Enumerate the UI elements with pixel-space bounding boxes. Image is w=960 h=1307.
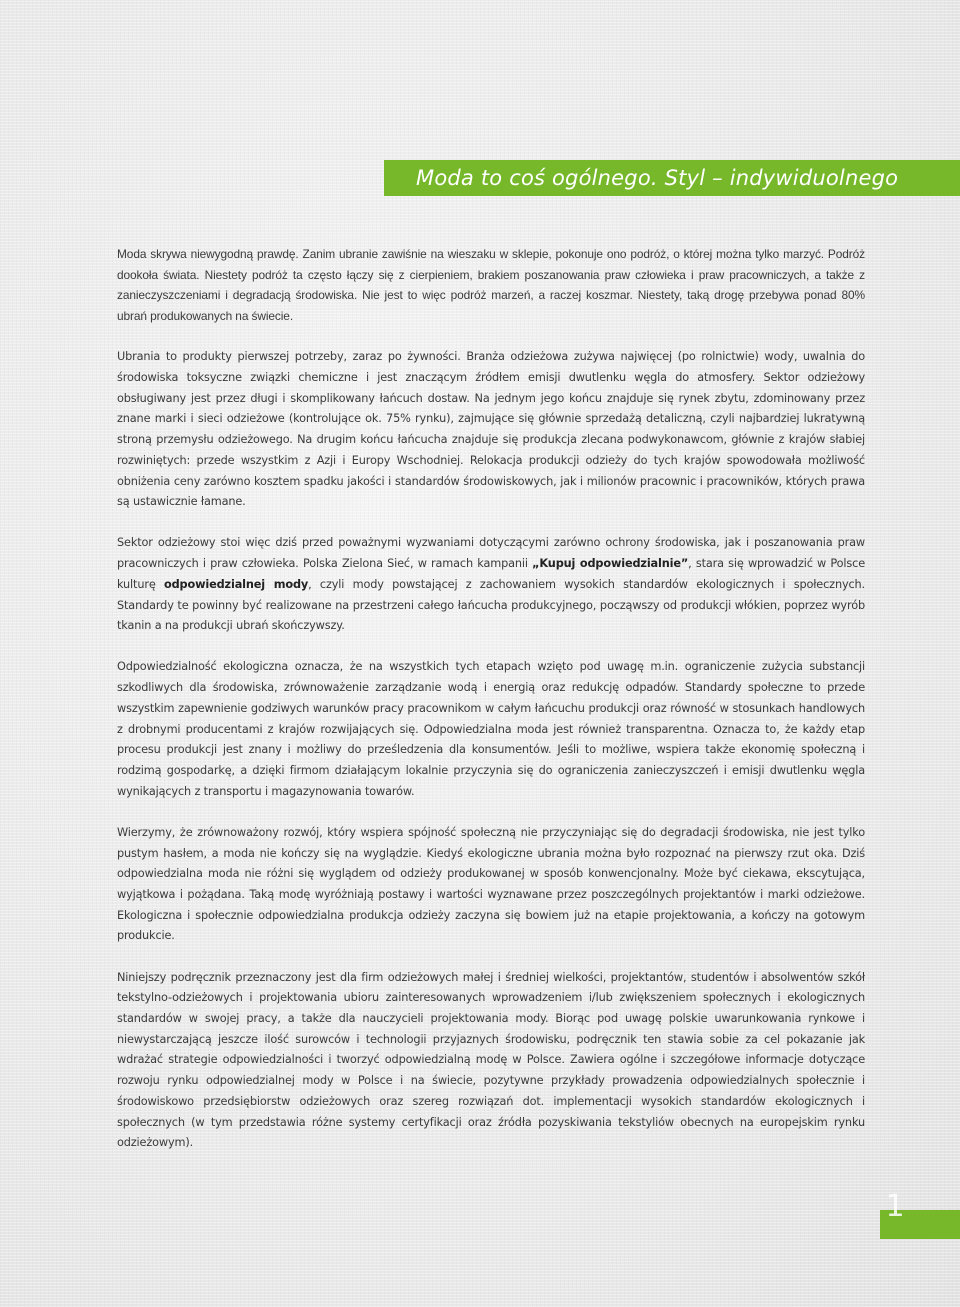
paragraph-intro: Moda skrywa niewygodną prawdę. Zanim ubranie zawiśnie na wieszaku w sklepie, pokonuje ono podróż, o której można tylko marzyć. Podróż dookoła świata. Niestety podróż ta często łączy się z cierpieniem, brakiem poszanowania praw człowieka i praw pracowniczych, a także z zanieczyszczeniami i degradacją środowiska. Nie jest to więc podróż marzeń, a raczej koszmar. Niestety, taką drogę przebywa ponad 80% ubrań produkowanych na świecie. xyxy=(117,247,865,324)
paragraph-campaign-text: , stara się wprowadzić w Polsce kulturę xyxy=(117,557,865,591)
title-banner xyxy=(384,160,960,196)
campaign-name: „Kupuj odpowiedzialnie” xyxy=(532,557,689,571)
page-number: 1 xyxy=(885,1189,905,1224)
paragraph-responsibility: Odpowiedzialność ekologiczna oznacza, że na wszystkich tych etapach wzięto pod uwagę m.in. ograniczenie zużycia substancji szkodliwych dla środowiska, zrównoważenie zarządzanie wodą i energią oraz redukcję odpadów. Standardy społeczne to przede wszystkim zapewnienie godziwych warunków pracy pracownikom w całym łańcuchu produkcji oraz równość w stosunkach handlowych z drobnymi producentami z krajów rozwijających się. Odpowiedzialna moda jest również transparentna. Oznacza to, że każdy etap procesu produkcji jest znany i możliwy do prześledzenia dla konsumentów. Jeśli to możliwe, wspiera także ekonomię społeczną i rodzimą gospodarkę, a dzięki firmom działającym lokalnie przyczynia się do ograniczenia zanieczyszczeń i emisji dwutlenku węgla wynikających z transportu i magazynowania towarów. xyxy=(117,660,865,798)
article-body xyxy=(117,244,865,1174)
paragraph-belief: Wierzymy, że zrównoważony rozwój, który wspiera spójność społeczną nie przyczyniając się do degradacji środowiska, nie jest tylko pustym hasłem, a moda nie kończy się na wyglądzie. Kiedyś ekologiczne ubrania można było rozpoznać na pierwszy rzut oka. Dziś odpowiedzialna moda nie różni się wyglądem od odzieży produkowanej w sposób konwencjonalny. Może być ciekawa, ekscytująca, wyjątkowa i pożądana. Taką modę wyróżniają postawy i wartości wyznawane przez poszczególnych projektantów i marki odzieżowe. Ekologiczna i społecznie odpowiedzialna produkcja odzieży zaczyna się bowiem już na etapie projektowania, a kończy na gotowym produkcie. xyxy=(117,825,865,943)
responsible-fashion-term: odpowiedzialnej mody xyxy=(164,577,309,591)
paragraph-campaign xyxy=(117,533,865,637)
paragraph-campaign-text: Sektor odzieżowy stoi więc dziś przed poważnymi wyzwaniami dotyczącymi zarówno ochrony środowiska, jak i poszanowania praw pracowniczych i praw człowieka. Polska Zielona Sieć, w ramach kampanii xyxy=(117,536,865,571)
page-title: Moda to coś ogólnego. Styl – indywiduolnego xyxy=(416,166,899,190)
paragraph-industry: Ubrania to produkty pierwszej potrzeby, zaraz po żywności. Branża odzieżowa zużywa najwięcej (po rolnictwie) wody, uwalnia do środowiska toksyczne związki chemiczne i jest znaczącym źródłem emisji dwutlenku węgla do atmosfery. Sektor odzieżowy obsługiwany jest przez długi i skomplikowany łańcuch dostaw. Na jednym jego końcu znajduje się rynek zbytu, zdominowany przez znane marki i sieci odzieżowe (kontrolujące ok. 75% rynku), zajmujące się głównie sprzedażą detaliczną, czyli najbardziej lukratywną stroną przemysłu odzieżowego. Na drugim końcu łańcucha znajduje się produkcja zlecana podwykonawcom, głównie z krajów słabiej rozwiniętych: przede wszystkim z Azji i Europy Wschodniej. Relokacja produkcji odzieży do tych krajów spowodowała możliwość obniżenia ceny zarówno kosztem spadku jakości i standardów środowiskowych, jak i milionów pracownic i pracowników, których prawa są ustawicznie łamane. xyxy=(117,350,865,509)
paragraph-campaign-text: , czyli mody powstającej z zachowaniem wysokich standardów ekologicznych i społecznych. Standardy te powinny być realizowane na przestrzeni całego łańcucha produkcyjnego, począwszy od produkcji włókien, poprzez wyrób tkanin a na produkcji ubrań skończywszy. xyxy=(117,577,865,633)
paragraph-handbook: Niniejszy podręcznik przeznaczony jest dla firm odzieżowych małej i średniej wielkości, projektantów, studentów i absolwentów szkół tekstylno-odzieżowych i projektowania ubioru zainteresowanych wprowadzeniem i/lub zwiększeniem społecznych i ekologicznych standardów w swojej pracy, a także dla nauczycieli projektowania mody. Biorąc pod uwagę polskie uwarunkowania rynkowe i niewystarczającą jeszcze ilość surowców i technologii przyjaznych środowisku, podręcznik ten stawia sobie za cel pokazanie jak wdrażać strategie odpowiedzialności i tworzyć odpowiedzialną modę w Polsce. Zawiera ogólne i szczegółowe informacje dotyczące rozwoju rynku odpowiedzialnej mody w Polsce i na świecie, pozytywne przykłady prowadzenia odpowiedzialnych społecznie i środowiskowo przedsiębiorstw odzieżowych oraz szereg rozwiązań dot. implementacji wysokich standardów ekologicznych i społecznych (w tym przedstawia różne systemy certyfikacji oraz źródła pozyskiwania tekstyliów obecnych na europejskim rynku odzieżowym). xyxy=(117,970,865,1150)
